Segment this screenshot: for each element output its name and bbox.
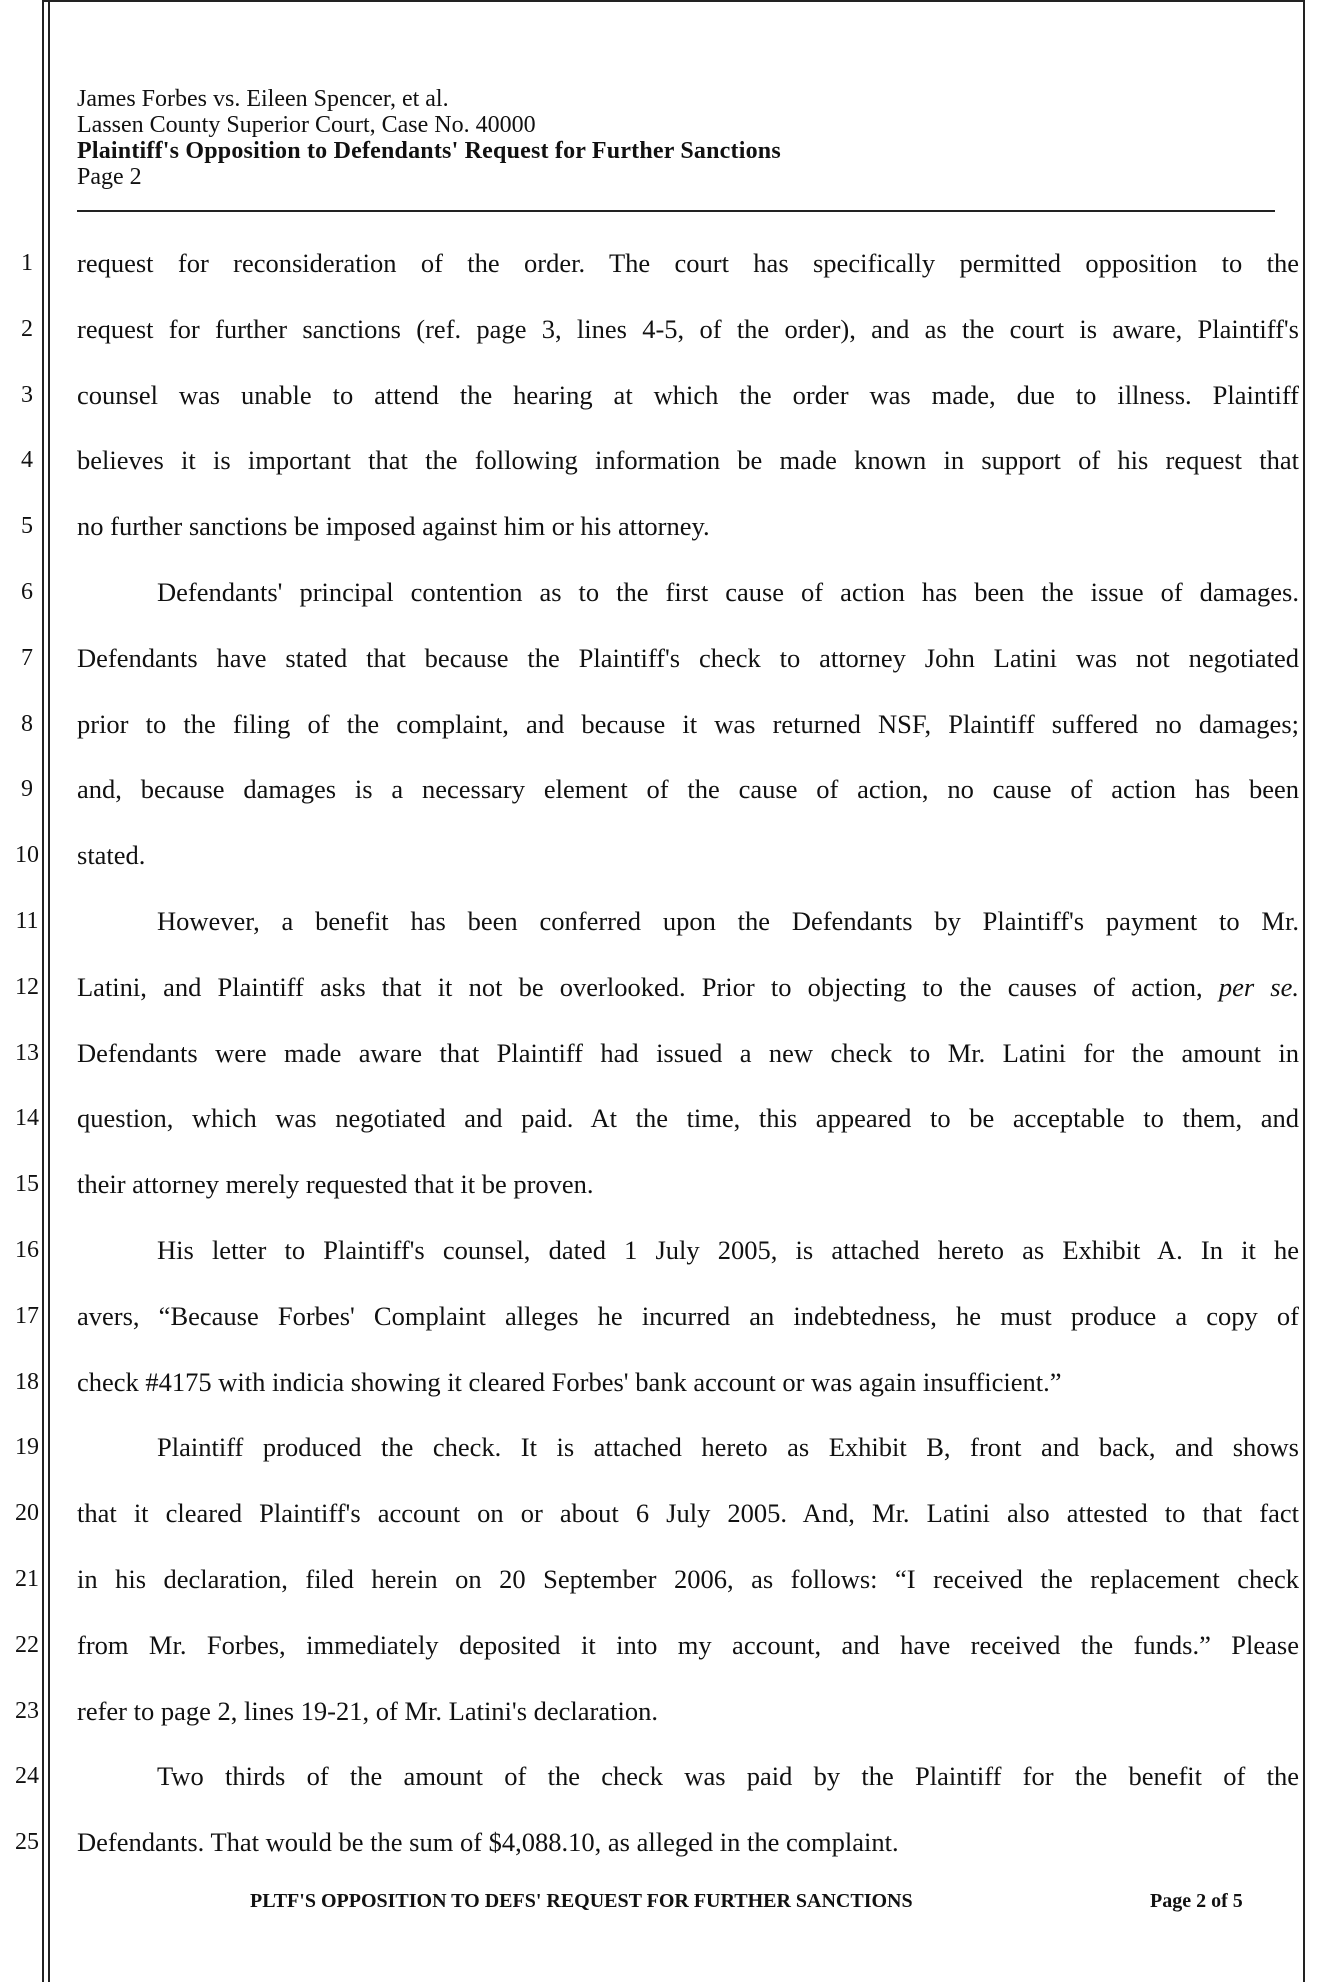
line-number: 22 — [15, 1631, 39, 1658]
body-line — [77, 1169, 1299, 1199]
body-line-text: no further sanctions be imposed against him or his attorney. — [77, 511, 710, 542]
body-line-text: from Mr. Forbes, immediately deposited it into my account, and have received the funds.” Please — [77, 1629, 1299, 1660]
body-line — [77, 445, 1299, 475]
body-line — [77, 1301, 1299, 1331]
body-line-text: Defendants were made aware that Plaintiff had issued a new check to Mr. Latini for the amount in — [77, 1037, 1299, 1068]
body-line-text: His letter to Plaintiff's counsel, dated 1 July 2005, is attached hereto as Exhibit A. In it he — [157, 1235, 1299, 1265]
latin-phrase: per se. — [1218, 971, 1299, 1002]
line-number: 10 — [15, 842, 39, 869]
body-line-text: Latini, and Plaintiff asks that it not be overlooked. Prior to objecting to the causes of action, — [77, 971, 1203, 1002]
body-line-text: that it cleared Plaintiff's account on or about 6 July 2005. And, Mr. Latini also attested to that fact — [77, 1498, 1299, 1529]
right-margin-rule — [1303, 0, 1305, 1982]
line-number: 17 — [15, 1302, 39, 1329]
body-line — [77, 643, 1299, 673]
line-number: 25 — [15, 1829, 39, 1856]
header-rule — [77, 210, 1275, 212]
body-line — [77, 1432, 1299, 1462]
body-line — [77, 577, 1299, 607]
footer-title: PLTF'S OPPOSITION TO DEFS' REQUEST FOR FURTHER SANCTIONS — [250, 1890, 913, 1912]
footer-page-count: Page 2 of 5 — [1150, 1890, 1243, 1912]
body-line — [77, 314, 1299, 344]
line-number: 13 — [15, 1039, 39, 1066]
header-page-number: Page 2 — [77, 164, 142, 190]
line-number: 14 — [15, 1105, 39, 1132]
line-number: 1 — [21, 250, 33, 276]
body-line-text: question, which was negotiated and paid. At the time, this appeared to be acceptable to them, and — [77, 1103, 1299, 1134]
body-line-text: Defendants. That would be the sum of $4,088.10, as alleged in the complaint. — [77, 1827, 899, 1858]
line-number: 21 — [15, 1566, 39, 1592]
body-line — [77, 1498, 1299, 1528]
body-line — [77, 511, 1299, 541]
left-margin-rule — [42, 0, 44, 1982]
body-line — [77, 380, 1299, 410]
page-footer — [250, 1890, 1300, 1913]
body-line-text: request for further sanctions (ref. page 3, lines 4-5, of the order), and as the court is aware, Plaintiff's — [77, 313, 1299, 344]
body-line — [77, 1103, 1299, 1133]
court-case-number: Lassen County Superior Court, Case No. 40000 — [77, 112, 536, 138]
body-line-text: believes it is important that the following information be made known in support of his request that — [77, 445, 1299, 476]
line-number: 12 — [15, 973, 39, 1000]
body-line — [77, 774, 1299, 804]
body-line-text: their attorney merely requested that it be proven. — [77, 1169, 594, 1200]
body-line-text: Plaintiff produced the check. It is attached hereto as Exhibit B, front and back, and shows — [157, 1432, 1299, 1463]
line-number: 19 — [15, 1434, 39, 1461]
body-line — [77, 1696, 1299, 1726]
case-parties: James Forbes vs. Eileen Spencer, et al. — [77, 86, 449, 112]
line-number: 6 — [21, 579, 33, 605]
body-line-text: in his declaration, filed herein on 20 September 2006, as follows: “I received the replacement check — [77, 1564, 1299, 1594]
body-line — [77, 840, 1299, 870]
left-margin-rule-inner — [48, 0, 50, 1982]
line-number: 2 — [21, 315, 33, 342]
body-line — [77, 1367, 1299, 1397]
body-line — [77, 248, 1299, 278]
line-number: 4 — [21, 447, 33, 474]
body-line-text: refer to page 2, lines 19-21, of Mr. Latini's declaration. — [77, 1695, 658, 1726]
body-line — [77, 1827, 1299, 1857]
body-line-text: check #4175 with indicia showing it cleared Forbes' bank account or was again insufficient.” — [77, 1366, 1062, 1397]
body-line-text: and, because damages is a necessary element of the cause of action, no cause of action has been — [77, 774, 1299, 805]
line-number: 16 — [15, 1237, 39, 1263]
body-line-text: Defendants have stated that because the Plaintiff's check to attorney John Latini was not negotiated — [77, 642, 1299, 673]
body-line-text: request for reconsideration of the order. The court has specifically permitted opposition to the — [77, 248, 1299, 278]
line-number: 11 — [15, 908, 39, 934]
body-line — [77, 1564, 1299, 1594]
line-number: 23 — [15, 1697, 39, 1724]
line-number: 18 — [15, 1368, 39, 1395]
body-line-text: prior to the filing of the complaint, and because it was returned NSF, Plaintiff suffered no damages; — [77, 708, 1299, 739]
body-line — [77, 972, 1299, 1002]
line-number: 7 — [21, 644, 33, 671]
caption-header — [77, 86, 1247, 190]
line-number: 15 — [15, 1171, 39, 1198]
line-number: 24 — [15, 1763, 39, 1790]
body-line — [77, 709, 1299, 739]
document-title: Plaintiff's Opposition to Defendants' Request for Further Sanctions — [77, 138, 781, 164]
body-line-text: Two thirds of the amount of the check was paid by the Plaintiff for the benefit of the — [157, 1761, 1299, 1792]
line-number: 20 — [15, 1500, 39, 1527]
body-line-text: However, a benefit has been conferred upon the Defendants by Plaintiff's payment to Mr. — [157, 906, 1299, 936]
line-number: 9 — [21, 776, 33, 803]
body-line-text: counsel was unable to attend the hearing at which the order was made, due to illness. Plaintiff — [77, 379, 1299, 410]
body-line-text: stated. — [77, 840, 146, 871]
body-line-text: avers, “Because Forbes' Complaint alleges he incurred an indebtedness, he must produce a copy of — [77, 1300, 1299, 1331]
body-line — [77, 1235, 1299, 1265]
body-line — [77, 906, 1299, 936]
body-line-text: Defendants' principal contention as to the first cause of action has been the issue of damages. — [157, 577, 1299, 607]
body-line — [77, 1630, 1299, 1660]
body-line — [77, 1038, 1299, 1068]
line-number: 3 — [21, 381, 33, 408]
line-number: 8 — [21, 710, 33, 737]
body-line — [77, 1761, 1299, 1791]
line-number: 5 — [21, 513, 33, 540]
top-border — [42, 0, 1305, 2]
